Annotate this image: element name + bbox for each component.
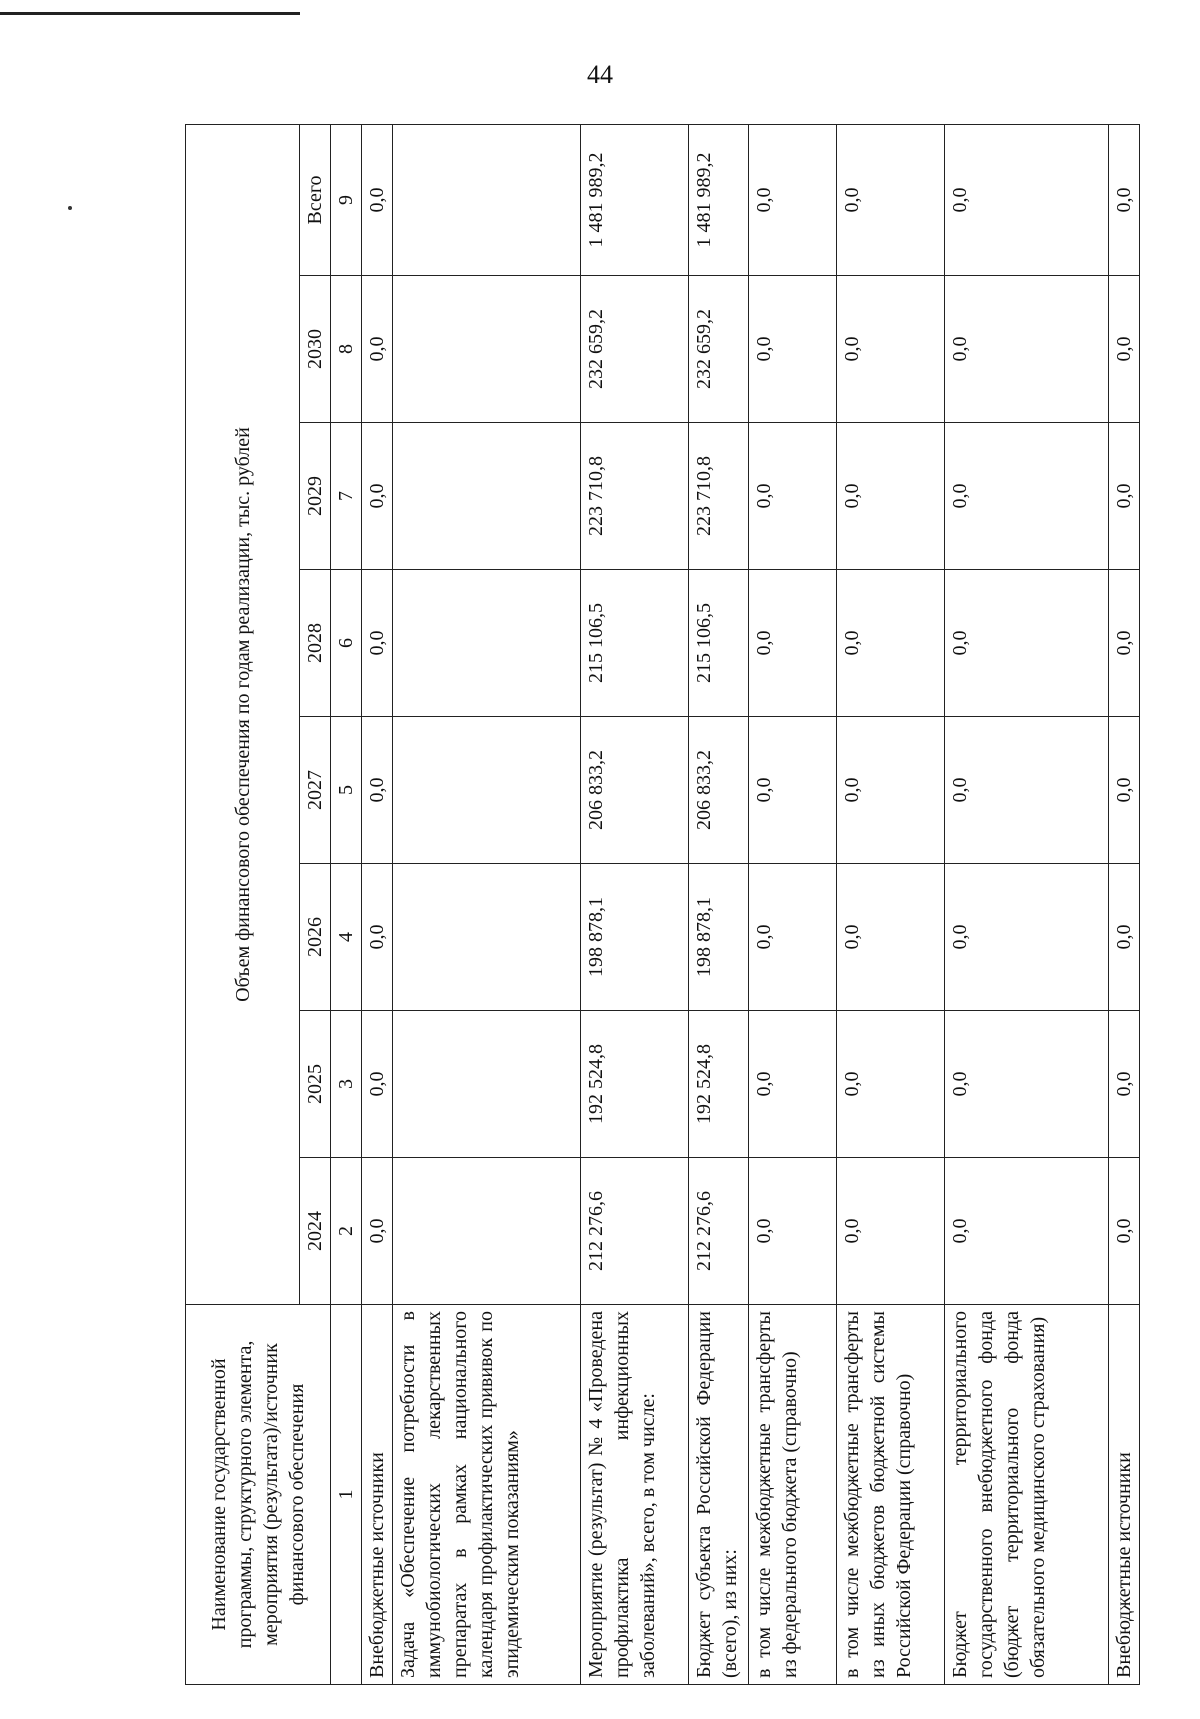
cell-value: 0,0 xyxy=(945,124,1109,275)
table-row xyxy=(749,124,837,1684)
cell-value: 0,0 xyxy=(749,124,837,275)
row-label: Бюджет субъекта Российской Федерации (всего), из них: xyxy=(689,1305,749,1685)
col-number: 8 xyxy=(331,276,362,423)
cell-value: 0,0 xyxy=(362,1011,393,1158)
table-row xyxy=(945,124,1109,1684)
top-rule xyxy=(0,12,300,15)
scan-speck xyxy=(68,206,72,210)
cell-value: 215 106,5 xyxy=(689,570,749,717)
year-header: 2029 xyxy=(300,423,331,570)
cell-value: 1 481 989,2 xyxy=(581,124,689,275)
cell-value: 0,0 xyxy=(749,276,837,423)
table-row xyxy=(1109,124,1140,1684)
cell-value: 0,0 xyxy=(1109,570,1140,717)
cell-value: 0,0 xyxy=(1109,717,1140,864)
year-header: 2030 xyxy=(300,276,331,423)
cell-value: 192 524,8 xyxy=(689,1011,749,1158)
year-header: 2026 xyxy=(300,864,331,1011)
cell-value: 212 276,6 xyxy=(581,1158,689,1305)
col-number: 3 xyxy=(331,1011,362,1158)
cell-value: 0,0 xyxy=(945,423,1109,570)
table-row xyxy=(689,124,749,1684)
cell-value: 0,0 xyxy=(837,276,945,423)
cell-value: 192 524,8 xyxy=(581,1011,689,1158)
cell-value: 198 878,1 xyxy=(581,864,689,1011)
cell-value: 0,0 xyxy=(945,1158,1109,1305)
cell-value: 0,0 xyxy=(945,276,1109,423)
cell-value: 206 833,2 xyxy=(689,717,749,864)
col-number: 4 xyxy=(331,864,362,1011)
cell-value: 0,0 xyxy=(362,717,393,864)
col-number: 7 xyxy=(331,423,362,570)
cell-value: 198 878,1 xyxy=(689,864,749,1011)
cell-value: 0,0 xyxy=(837,124,945,275)
row-label: Бюджет территориального государственного внебюджетного фонда (бюджет территориального фонда обязательного медицинского страхования) xyxy=(945,1305,1109,1685)
cell-value xyxy=(393,423,581,570)
cell-value: 0,0 xyxy=(362,276,393,423)
financing-table xyxy=(185,124,1140,1685)
page-number: 44 xyxy=(587,60,613,89)
col-number: 5 xyxy=(331,717,362,864)
cell-value: 0,0 xyxy=(749,570,837,717)
row-label: Мероприятие (результат) № 4 «Проведена профилактика инфекционных заболеваний», всего, в том числе: xyxy=(581,1305,689,1685)
cell-value: 0,0 xyxy=(837,423,945,570)
table-row xyxy=(581,124,689,1684)
cell-value: 0,0 xyxy=(1109,423,1140,570)
cell-value xyxy=(393,1011,581,1158)
cell-value: 0,0 xyxy=(362,864,393,1011)
table-row xyxy=(362,124,393,1684)
cell-value: 0,0 xyxy=(362,570,393,717)
col-number: 1 xyxy=(331,1305,362,1685)
row-label: в том числе межбюджетные трансферты из иных бюджетов бюджетной системы Российской Федерации (справочно) xyxy=(837,1305,945,1685)
cell-value xyxy=(393,717,581,864)
cell-value: 0,0 xyxy=(1109,124,1140,275)
cell-value: 0,0 xyxy=(1109,1158,1140,1305)
cell-value: 223 710,8 xyxy=(581,423,689,570)
row-label: Внебюджетные источники xyxy=(362,1305,393,1685)
cell-value: 223 710,8 xyxy=(689,423,749,570)
year-header: 2024 xyxy=(300,1158,331,1305)
cell-value: 0,0 xyxy=(837,717,945,864)
year-header: 2028 xyxy=(300,570,331,717)
cell-value: 0,0 xyxy=(749,717,837,864)
cell-value: 0,0 xyxy=(1109,864,1140,1011)
rotated-table-wrapper xyxy=(185,125,1135,1685)
header-row xyxy=(186,124,300,1684)
cell-value: 0,0 xyxy=(1109,276,1140,423)
cell-value: 0,0 xyxy=(837,864,945,1011)
row-label: Внебюджетные источники xyxy=(1109,1305,1140,1685)
cell-value: 0,0 xyxy=(945,570,1109,717)
cell-value: 0,0 xyxy=(945,717,1109,864)
cell-value: 0,0 xyxy=(837,1158,945,1305)
table-row xyxy=(837,124,945,1684)
col1-header: Наименование государственной программы, структурного элемента, мероприятия (результата)/источник финансового обеспечения xyxy=(186,1305,331,1685)
cell-value: 0,0 xyxy=(837,1011,945,1158)
cell-value: 0,0 xyxy=(749,1011,837,1158)
year-header: 2025 xyxy=(300,1011,331,1158)
cell-value xyxy=(393,864,581,1011)
row-label: в том числе межбюджетные трансферты из федерального бюджета (справочно) xyxy=(749,1305,837,1685)
col-number: 6 xyxy=(331,570,362,717)
cell-value: 0,0 xyxy=(362,1158,393,1305)
cell-value xyxy=(393,276,581,423)
cell-value: 0,0 xyxy=(945,864,1109,1011)
cell-value: 212 276,6 xyxy=(689,1158,749,1305)
cell-value: 0,0 xyxy=(362,124,393,275)
cell-value: 232 659,2 xyxy=(581,276,689,423)
col-number: 9 xyxy=(331,124,362,275)
group-header: Объем финансового обеспечения по годам реализации, тыс. рублей xyxy=(186,124,300,1304)
cell-value: 1 481 989,2 xyxy=(689,124,749,275)
col-number-row xyxy=(331,124,362,1684)
cell-value xyxy=(393,570,581,717)
cell-value: 0,0 xyxy=(749,864,837,1011)
cell-value: 0,0 xyxy=(749,1158,837,1305)
year-header: Всего xyxy=(300,124,331,275)
cell-value: 215 106,5 xyxy=(581,570,689,717)
cell-value: 0,0 xyxy=(837,570,945,717)
cell-value: 0,0 xyxy=(362,423,393,570)
cell-value: 206 833,2 xyxy=(581,717,689,864)
cell-value: 0,0 xyxy=(749,423,837,570)
cell-value: 0,0 xyxy=(1109,1011,1140,1158)
cell-value xyxy=(393,124,581,275)
cell-value: 232 659,2 xyxy=(689,276,749,423)
year-header: 2027 xyxy=(300,717,331,864)
cell-value: 0,0 xyxy=(945,1011,1109,1158)
col-number: 2 xyxy=(331,1158,362,1305)
cell-value xyxy=(393,1158,581,1305)
row-label: Задача «Обеспечение потребности в иммунобиологических лекарственных препаратах в рамках национального календаря профилактических прививок по эпидемическим показаниям» xyxy=(393,1305,581,1685)
table-row xyxy=(393,124,581,1684)
